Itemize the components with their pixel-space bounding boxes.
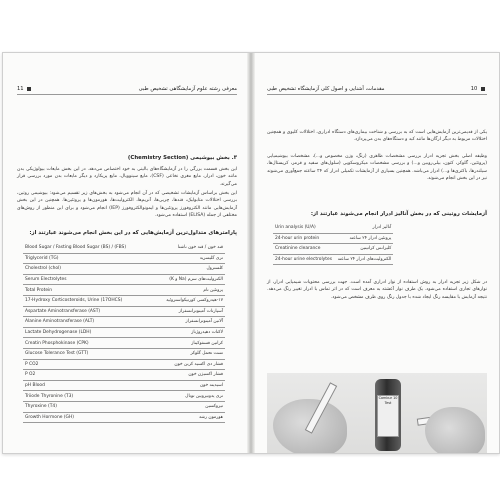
test-name-fa: الکترولیت‌های سرم (Na و K) bbox=[128, 274, 225, 285]
test-name-en: P CO2 bbox=[23, 359, 128, 370]
test-name-en: Total Protein bbox=[23, 285, 128, 296]
urine-strip-photo bbox=[267, 373, 487, 453]
bottle-label: Combur 10 Test bbox=[377, 395, 399, 437]
test-name-fa: کلسترول bbox=[128, 264, 225, 275]
test-name-fa: ۱۷-هیدروکسی کورتیکواستروئید bbox=[128, 295, 225, 306]
test-name-en: Cholestrol (chol) bbox=[23, 264, 128, 275]
table-row bbox=[23, 264, 225, 275]
test-name-en: Blood Sugar / Fasting Blood Sugar (BS) / (FBS) bbox=[23, 243, 128, 253]
test-name-en: Triglycerid (TG) bbox=[23, 253, 128, 264]
test-name-fa: آنالیز ادرار bbox=[336, 223, 394, 233]
test-name-en: P O2 bbox=[23, 370, 128, 381]
square-bullet-icon bbox=[481, 87, 485, 91]
test-name-en: Triiode Thyronine (T3) bbox=[23, 391, 128, 402]
square-bullet-icon bbox=[27, 87, 31, 91]
open-book bbox=[2, 52, 500, 454]
test-name-fa: پروتئین تام bbox=[128, 285, 225, 296]
test-name-en: Growth Hormone (GH) bbox=[23, 412, 128, 423]
test-name-fa: قند خون / قند خون ناشتا bbox=[128, 243, 225, 253]
test-name-en: 17-Hydroxy Corticosteroids, Urine (17OHCS) bbox=[23, 295, 128, 306]
table-row bbox=[23, 327, 225, 338]
test-name-fa: آلانین آمینوترانسفراز bbox=[128, 317, 225, 328]
test-name-fa: فشار دی اکسید کربن خون bbox=[128, 359, 225, 370]
test-name-en: Creatinine clearance bbox=[273, 244, 336, 255]
table-row bbox=[23, 401, 225, 412]
test-name-en: Thyroxine (T4) bbox=[23, 401, 128, 412]
table-row bbox=[23, 317, 225, 328]
test-name-fa: تری گلیسرید bbox=[128, 253, 225, 264]
test-name-fa: الکترولیت‌های ادرار ۲۴ ساعته bbox=[336, 254, 394, 265]
tests-table bbox=[23, 243, 225, 423]
test-name-fa: فشار اکسیژن خون bbox=[128, 370, 225, 381]
table-row bbox=[273, 223, 393, 233]
urine-tests-table bbox=[273, 223, 393, 265]
table-row bbox=[23, 370, 225, 381]
table-row bbox=[23, 253, 225, 264]
section-heading: ۳. بخش بیوشیمی (Chemistry Section) bbox=[127, 155, 237, 161]
test-name-fa: آسپارتات آمینوترانسفراز bbox=[128, 306, 225, 317]
paragraph: یکی از قدیمی‌ترین آزمایش‌هایی است که به بررسی و شناخت بیماری‌های دستگاه ادراری، اختلالات کلیوی و همچنین اختلالات مربوط به دیگر ارگان‌ها مانند کبد و دستگاه‌های بدن می‌پردازد. bbox=[267, 130, 487, 143]
test-name-en: Aspartate Aminotransferase (AST) bbox=[23, 306, 128, 317]
table-row bbox=[23, 391, 225, 402]
test-name-fa: تست تحمل گلوکز bbox=[128, 348, 225, 359]
paragraph: وظیفه اصلی بخش تجزیه ادرار بررسی مشخصات ظاهری (رنگ، وزن مخصوص و...)، مشخصات بیوشیمیایی (پروتئین، گلوکز، کتون، بیلی‌روبین و...) و بررسی مشخصات میکروسکوپی (سلول‌های سفید و قرمز، کریستال‌ها، سیلندرها، باکتری‌ها و...) ادرار می‌باشد. همچنین بسیاری از آزمایشات تکمیلی ادرار که ۲۴ ساعته جمع‌آوری می‌شوند نیز در این بخش انجام می‌شوند. bbox=[267, 154, 487, 182]
right-page bbox=[253, 53, 499, 453]
paragraph: این بخش براساس آزمایشات تشخیصی که در آن انجام می‌شود به بخش‌های زیر تقسیم می‌شود: بیوشیمی روتین، بررسی اختلالات متابولیک، قندها، چربی‌ها، آنزیم‌ها، الکترولیت‌ها، هورمون‌ها و پروتئین‌ها. همچنین در این بخش آزمایش‌هایی مانند الکتروفورز پروتئین‌ها و ایمونوالکتروفورز (IEP) انجام می‌شود و برای این منظور از روش‌های مختلفی از جمله (ELISA) استفاده می‌شود. bbox=[17, 191, 237, 219]
right-running-head bbox=[267, 86, 487, 95]
test-name-en: Glucose Tolerance Test (GTT) bbox=[23, 348, 128, 359]
table-row bbox=[23, 295, 225, 306]
left-running-head-text: معرفی رشته علوم آزمایشگاهی تشخیص طبی bbox=[138, 86, 237, 92]
test-name-en: Creatin Phosphokinase (CPK) bbox=[23, 338, 128, 349]
table-row bbox=[273, 254, 393, 265]
test-name-fa: هورمون رشد bbox=[128, 412, 225, 423]
test-name-en: 24-hour urine electrolytes bbox=[273, 254, 336, 265]
test-name-fa: کلیرانس کراتینین bbox=[336, 244, 394, 255]
test-name-en: 24-hour urin protein bbox=[273, 233, 336, 244]
paragraph: این بخش قسمت بزرگی را در آزمایشگاه‌های بالینی به خود اختصاص می‌دهد. در این بخش مایعات بیولوژیکی بدن مانند خون، ادرار، مایع مغزی نخاعی (CSF)، مایع سینوویال، مایع پریکارد و دیگر مایعات بدن مورد بررسی قرار می‌گیرند. bbox=[17, 167, 237, 187]
left-page bbox=[3, 53, 249, 453]
test-name-en: Serum Electrolytes bbox=[23, 274, 128, 285]
test-name-fa: اسیدیته خون bbox=[128, 380, 225, 391]
table-row bbox=[273, 244, 393, 255]
test-name-fa: تیروکسین bbox=[128, 401, 225, 412]
table-row bbox=[23, 380, 225, 391]
table-row bbox=[23, 359, 225, 370]
table-row bbox=[23, 306, 225, 317]
left-running-head bbox=[17, 86, 237, 95]
test-name-en: Lactate Dehydrogenase (LDH) bbox=[23, 327, 128, 338]
test-name-fa: پروتئین ادرار ۲۴ ساعته bbox=[336, 233, 394, 244]
test-name-en: Urin analysis (U/A) bbox=[273, 223, 336, 233]
hand-image bbox=[425, 407, 485, 453]
table-row bbox=[23, 243, 225, 253]
right-running-head-text: مقدمات، آشنایی و اصول کلی آزمایشگاه تشخیص طبی bbox=[267, 86, 385, 92]
table-heading: آزمایشات روتینی که در بخش آنالیز ادرار انجام می‌شوند عبارتند از: bbox=[310, 211, 487, 217]
test-name-fa: لاکتات دهیدروژناز bbox=[128, 327, 225, 338]
table-row bbox=[23, 285, 225, 296]
table-row bbox=[273, 233, 393, 244]
paragraph: در شکل زیر تجزیه ادرار به روش استفاده از نوار ادراری آمده است. جهت بررسی محتویات شیمیایی ادرار، از نوارهای تجاری استفاده می‌شود. یک طرف نوار آغشته به معرف است که در اثر تماس با ادرار تغییر رنگ می‌دهد. نتیجه آزمایش با مقایسه رنگ ایجاد شده با جدول رنگ روی ظرف مشخص می‌شود. bbox=[267, 280, 487, 300]
table-row bbox=[23, 348, 225, 359]
left-page-number: 11 bbox=[17, 86, 33, 92]
table-row bbox=[23, 274, 225, 285]
test-name-en: Alanine Aminotransferase (ALT) bbox=[23, 317, 128, 328]
table-row bbox=[23, 412, 225, 423]
table-heading: پارامترهای متداول‌ترین آزمایش‌هایی که در این بخش انجام می‌شوند عبارتند از: bbox=[29, 230, 237, 236]
test-name-fa: کراتین فسفوکیناز bbox=[128, 338, 225, 349]
right-page-number: 10 bbox=[471, 86, 487, 92]
table-row bbox=[23, 338, 225, 349]
test-name-fa: تری یدوتیرونین توتال bbox=[128, 391, 225, 402]
test-name-en: pH Blood bbox=[23, 380, 128, 391]
